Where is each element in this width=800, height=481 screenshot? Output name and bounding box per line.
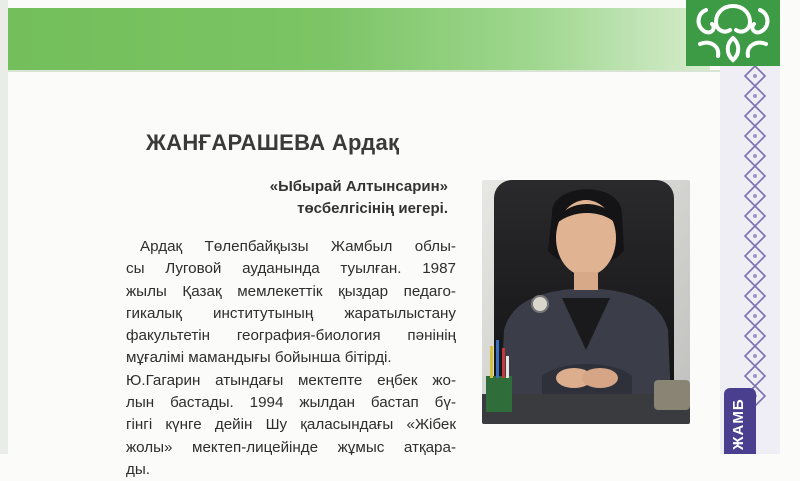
green-ornament-icon	[686, 0, 780, 66]
body-line: гикалық институтының жаратылыстану	[126, 304, 456, 322]
body-line: мұғалімі мамандығы бойынша бітірді.	[126, 349, 392, 367]
body-line: факультетін география-биология пәнінің	[126, 327, 456, 345]
body-line: гінгі күнге дейін Шу қаласындағы «Жібек	[126, 416, 456, 434]
body-line: жылы Қазақ мемлекеттік қыздар педаго-	[126, 282, 456, 300]
award-line-2: төсбелгісінің иегері.	[297, 200, 448, 217]
header-green-band	[8, 8, 710, 70]
region-tab-label: ЖАМБ	[730, 398, 747, 450]
portrait-photo	[482, 180, 690, 424]
award-caption	[190, 176, 448, 220]
body-line: жолы» мектеп-лицейінде жұмыс атқара-	[126, 438, 456, 456]
biography-text	[126, 236, 456, 481]
region-tab	[724, 388, 756, 454]
body-line: Ардақ Төлепбайқызы Жамбыл облы-	[140, 238, 456, 255]
award-line-1: «Ыбырай Алтынсарин»	[269, 178, 448, 195]
body-line: ды.	[126, 460, 150, 478]
body-line: лын бастады. 1994 жылдан бастап бү-	[126, 394, 456, 412]
header-divider	[8, 70, 720, 72]
body-line: Ю.Гагарин атындағы мектепте еңбек жо-	[126, 371, 456, 389]
page-margin	[0, 0, 8, 454]
body-line: сы Луговой ауданында туылған. 1987	[126, 260, 456, 278]
person-name-title: ЖАНҒАРАШЕВА Ардақ	[146, 130, 400, 155]
